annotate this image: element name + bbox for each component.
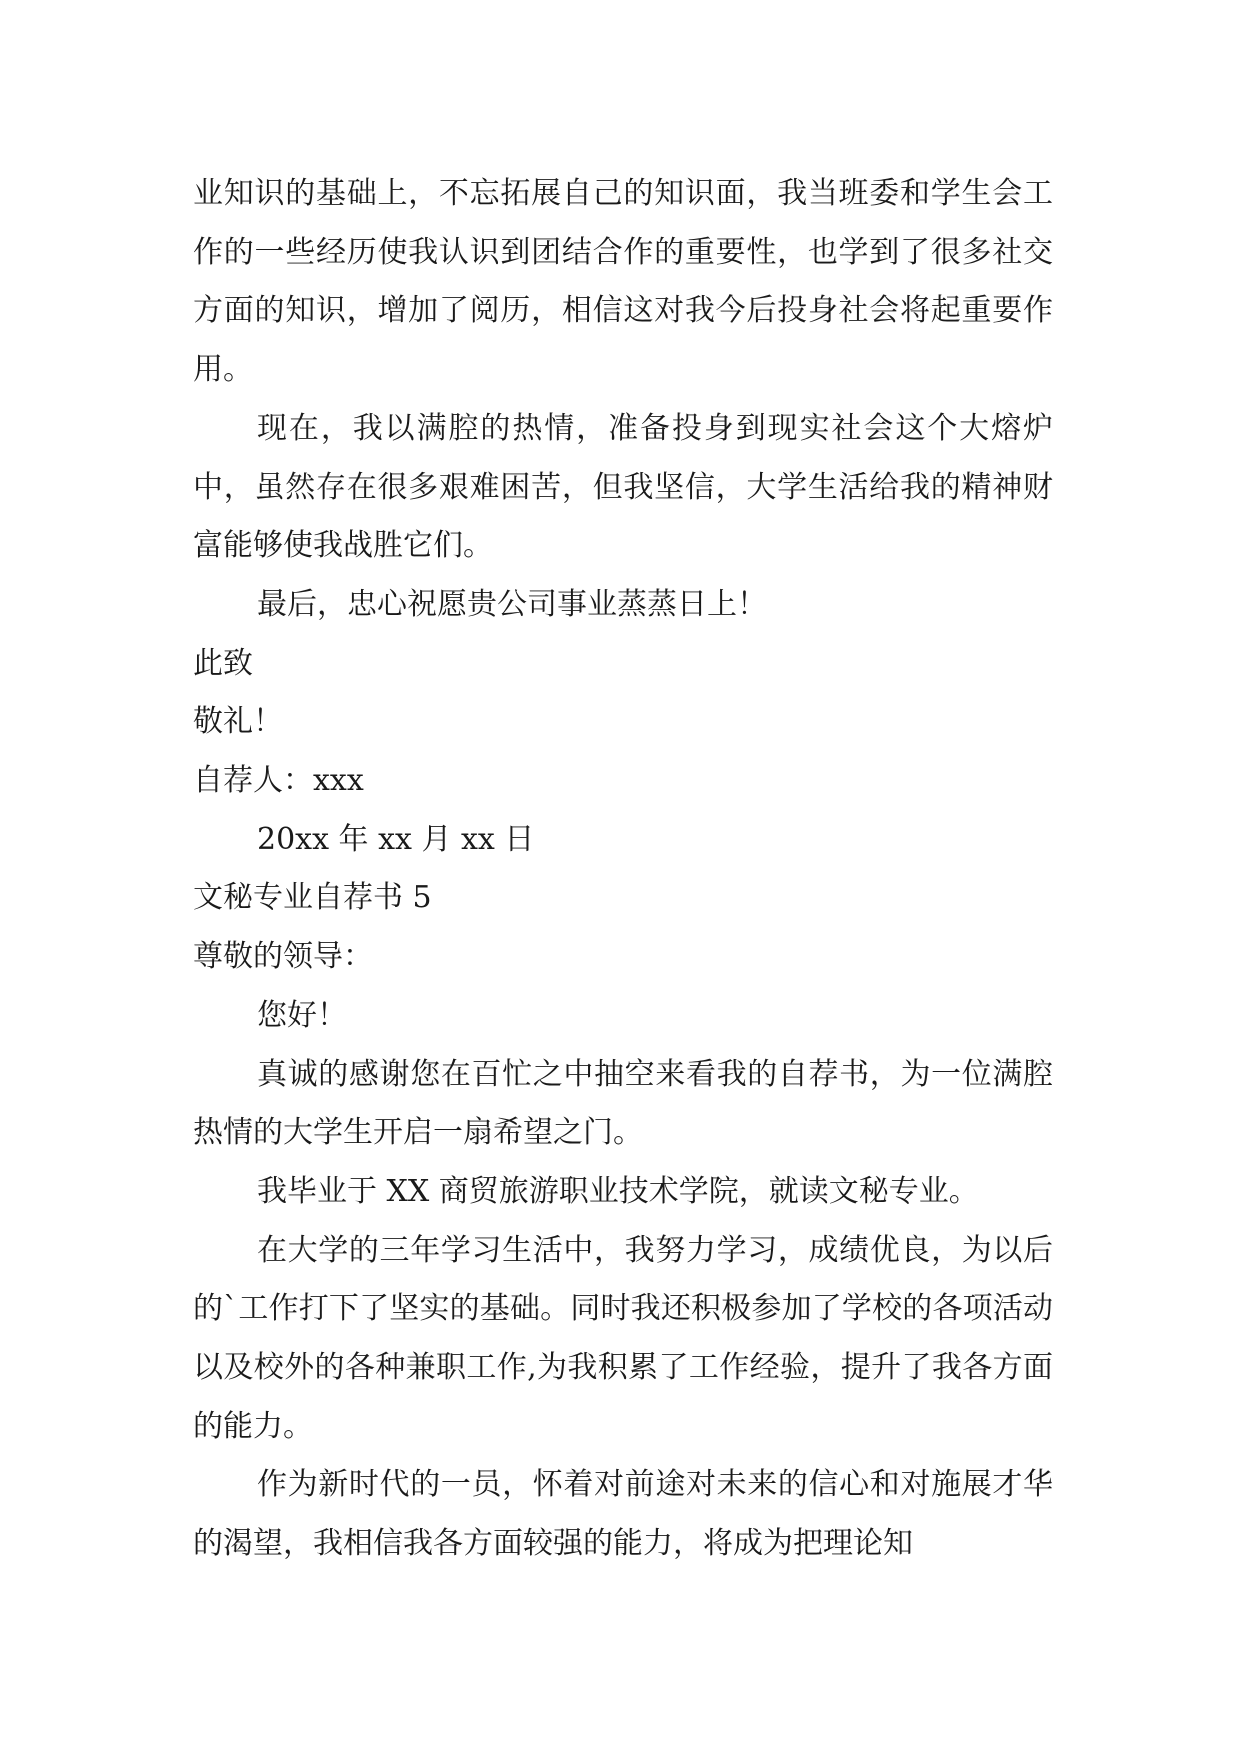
letter-greeting: 尊敬的领导： [193, 939, 373, 975]
paragraph-new-era: 作为新时代的一员，怀着对前途对未来的信心和对施展才华的渴望，我相信我各方面较强的能力，将成为把理论知 [193, 1467, 1053, 1562]
paragraph-enthusiasm: 现在，我以满腔的热情，准备投身到现实社会这个大熔炉中，虽然存在很多艰难困苦，但我坚信，大学生活给我的精神财富能够使我战胜它们。 [193, 410, 1053, 564]
paragraph-closing-wish: 最后，忠心祝愿贵公司事业蒸蒸日上！ [257, 586, 767, 622]
letter-hello: 您好！ [257, 997, 347, 1033]
paragraph-graduation: 我毕业于 XX 商贸旅游职业技术学院，就读文秘专业。 [257, 1173, 979, 1209]
paragraph-study-life: 在大学的三年学习生活中，我努力学习，成绩优良，为以后的`工作打下了坚实的基础。同时我还积极参加了学校的各项活动以及校外的各种兼职工作,为我积累了工作经验，提升了我各方面的能力。 [193, 1232, 1053, 1444]
signature-line: 自荐人：xxx [193, 763, 364, 799]
salutation-cizhi: 此致 [193, 645, 253, 681]
paragraph-thanks: 真诚的感谢您在百忙之中抽空来看我的自荐书，为一位满腔热情的大学生开启一扇希望之门。 [193, 1056, 1053, 1151]
salutation-jingli: 敬礼！ [193, 704, 283, 740]
section-title: 文秘专业自荐书 5 [193, 880, 432, 916]
date-line: 20xx 年 xx 月 xx 日 [257, 821, 535, 857]
paragraph-continuation: 业知识的基础上，不忘拓展自己的知识面，我当班委和学生会工作的一些经历使我认识到团结合作的重要性，也学到了很多社交方面的知识，增加了阅历，相信这对我今后投身社会将起重要作用。 [193, 176, 1053, 388]
document-body [193, 165, 1053, 1574]
